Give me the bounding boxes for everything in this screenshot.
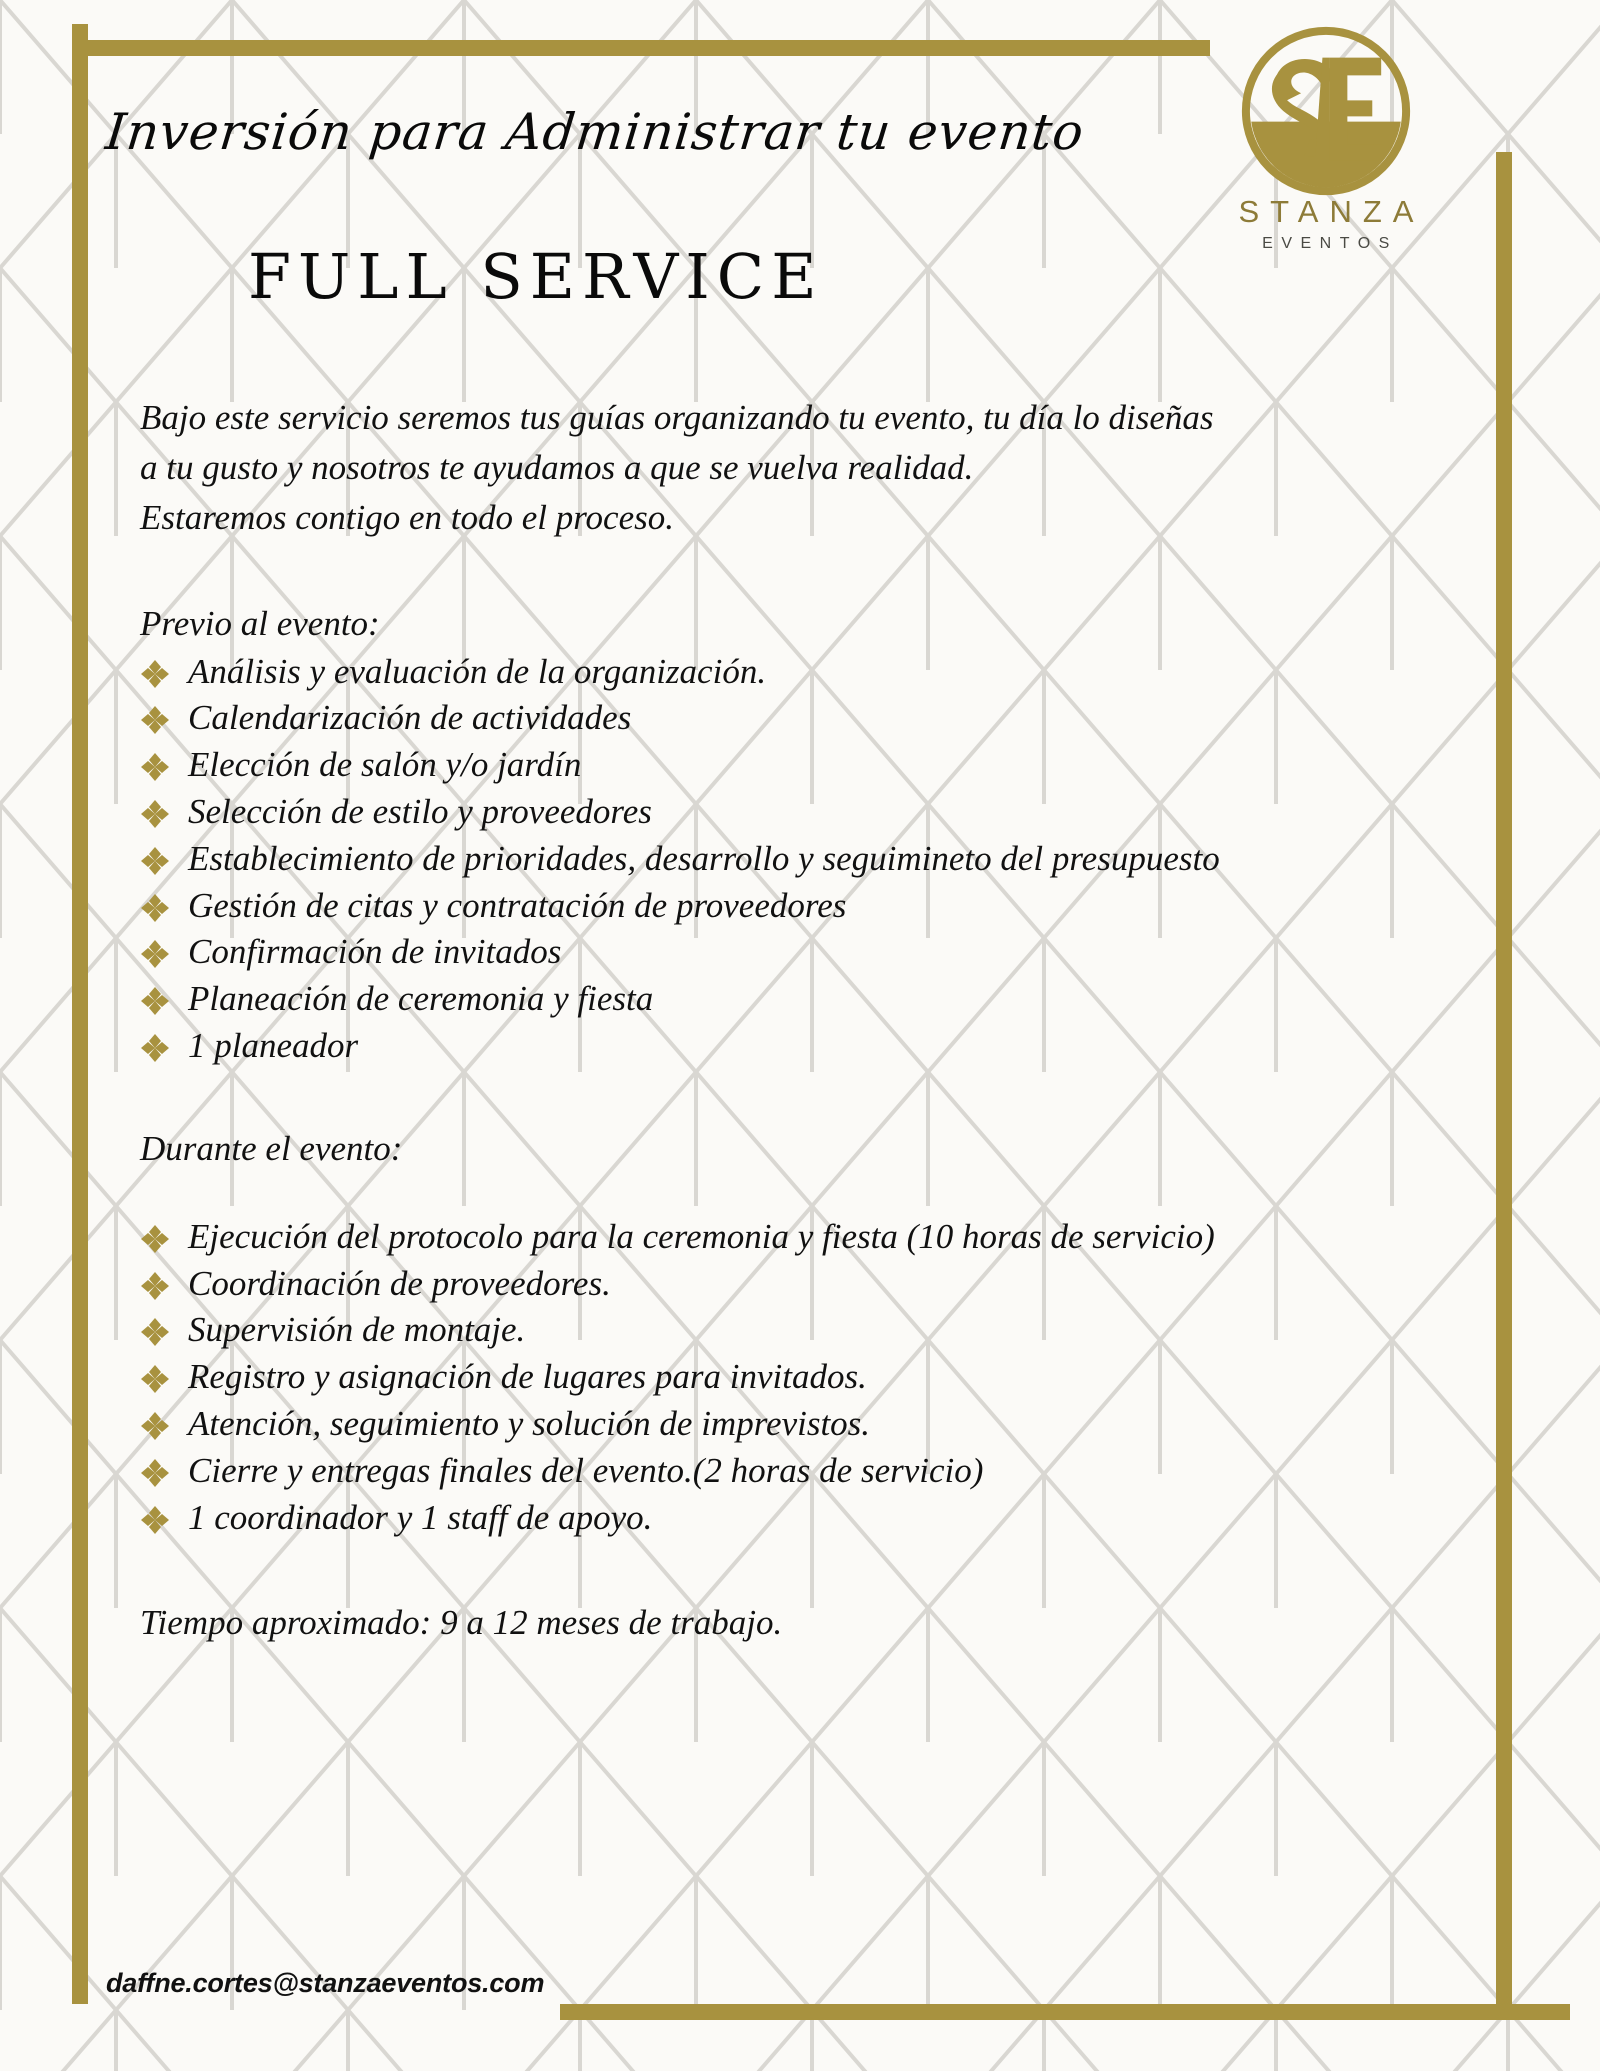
list-item-text: Atención, seguimiento y solución de imprevistos. (188, 1403, 871, 1443)
before-event-list (140, 650, 1470, 1069)
frame-bar-right (1496, 152, 1512, 2020)
list-item-text: Ejecución del protocolo para la ceremonia y fiesta (10 horas de servicio) (188, 1216, 1215, 1256)
list-item-text: 1 planeador (188, 1025, 359, 1065)
list-item (140, 837, 1470, 882)
list-item-text: Confirmación de invitados (188, 932, 562, 972)
page-title: FULL SERVICE (248, 240, 824, 313)
spacer (140, 1542, 1470, 1600)
list-item (140, 977, 1470, 1022)
page-subtitle-script: Inversión para Administrar tu evento (102, 103, 1088, 161)
list-item (140, 790, 1470, 835)
spacer (140, 1071, 1470, 1129)
section-heading-during: Durante el evento: (140, 1128, 403, 1168)
document-body (140, 395, 1470, 1651)
intro-line-1: Bajo este servicio seremos tus guías organizando tu evento, tu día lo diseñas (140, 398, 1214, 437)
quatrefoil-bullet-icon (140, 986, 170, 1016)
quatrefoil-bullet-icon (140, 1033, 170, 1063)
list-item (140, 1355, 1470, 1400)
list-item-text: 1 coordinador y 1 staff de apoyo. (188, 1497, 653, 1537)
list-item (140, 696, 1470, 741)
list-item (140, 1024, 1470, 1069)
quatrefoil-bullet-icon (140, 1411, 170, 1441)
intro-line-3: Estaremos contigo en todo el proceso. (140, 498, 674, 538)
quatrefoil-bullet-icon (140, 799, 170, 829)
list-item (140, 1308, 1470, 1353)
list-item-text: Elección de salón y/o jardín (188, 745, 582, 785)
frame-bar-left (72, 24, 88, 2004)
list-item-text: Gestión de citas y contratación de proveedores (188, 885, 847, 925)
list-item-text: Coordinación de proveedores. (188, 1263, 611, 1303)
spacer (140, 546, 1470, 604)
list-item-text: Supervisión de montaje. (188, 1310, 526, 1350)
list-item (140, 1496, 1470, 1541)
logo-brand-name: STANZA (1238, 194, 1425, 229)
quatrefoil-bullet-icon (140, 1224, 170, 1254)
during-event-list (140, 1215, 1470, 1541)
list-item-text: Análisis y evaluación de la organización. (188, 651, 767, 691)
list-item-text: Selección de estilo y proveedores (188, 791, 652, 831)
quatrefoil-bullet-icon (140, 893, 170, 923)
quatrefoil-bullet-icon (140, 846, 170, 876)
logo-tagline: EVENTOS (1262, 235, 1398, 252)
se-monogram-icon (1237, 22, 1415, 200)
list-item (140, 930, 1470, 975)
list-item-text: Registro y asignación de lugares para invitados. (188, 1357, 867, 1397)
quatrefoil-bullet-icon (140, 1505, 170, 1535)
brand-logo (1219, 22, 1433, 262)
list-item-text: Cierre y entregas finales del evento.(2 horas de servicio) (188, 1450, 984, 1490)
contact-email[interactable]: daffne.cortes@stanzaeventos.com (106, 1968, 545, 1998)
frame-bar-top (88, 40, 1210, 56)
list-item-text: Planeación de ceremonia y fiesta (188, 979, 654, 1019)
quatrefoil-bullet-icon (140, 659, 170, 689)
frame-bar-bottom (560, 2004, 1570, 2020)
intro-line-2: a tu gusto y nosotros te ayudamos a que se vuelva realidad. (140, 448, 974, 488)
quatrefoil-bullet-icon (140, 1458, 170, 1488)
list-item (140, 884, 1470, 929)
list-item (140, 743, 1470, 788)
time-estimate-text: Tiempo aproximado: 9 a 12 meses de trabajo. (140, 1603, 783, 1643)
list-item (140, 1449, 1470, 1494)
list-item-text: Establecimiento de prioridades, desarrollo y seguimineto del presupuesto (188, 838, 1220, 878)
list-item (140, 650, 1470, 695)
quatrefoil-bullet-icon (140, 752, 170, 782)
quatrefoil-bullet-icon (140, 1317, 170, 1347)
quatrefoil-bullet-icon (140, 1364, 170, 1394)
list-item (140, 1402, 1470, 1447)
spacer (140, 1169, 1470, 1209)
list-item (140, 1262, 1470, 1307)
section-heading-before: Previo al evento: (140, 603, 380, 643)
list-item-text: Calendarización de actividades (188, 698, 632, 738)
quatrefoil-bullet-icon (140, 1271, 170, 1301)
quatrefoil-bullet-icon (140, 705, 170, 735)
quatrefoil-bullet-icon (140, 939, 170, 969)
list-item (140, 1215, 1470, 1260)
